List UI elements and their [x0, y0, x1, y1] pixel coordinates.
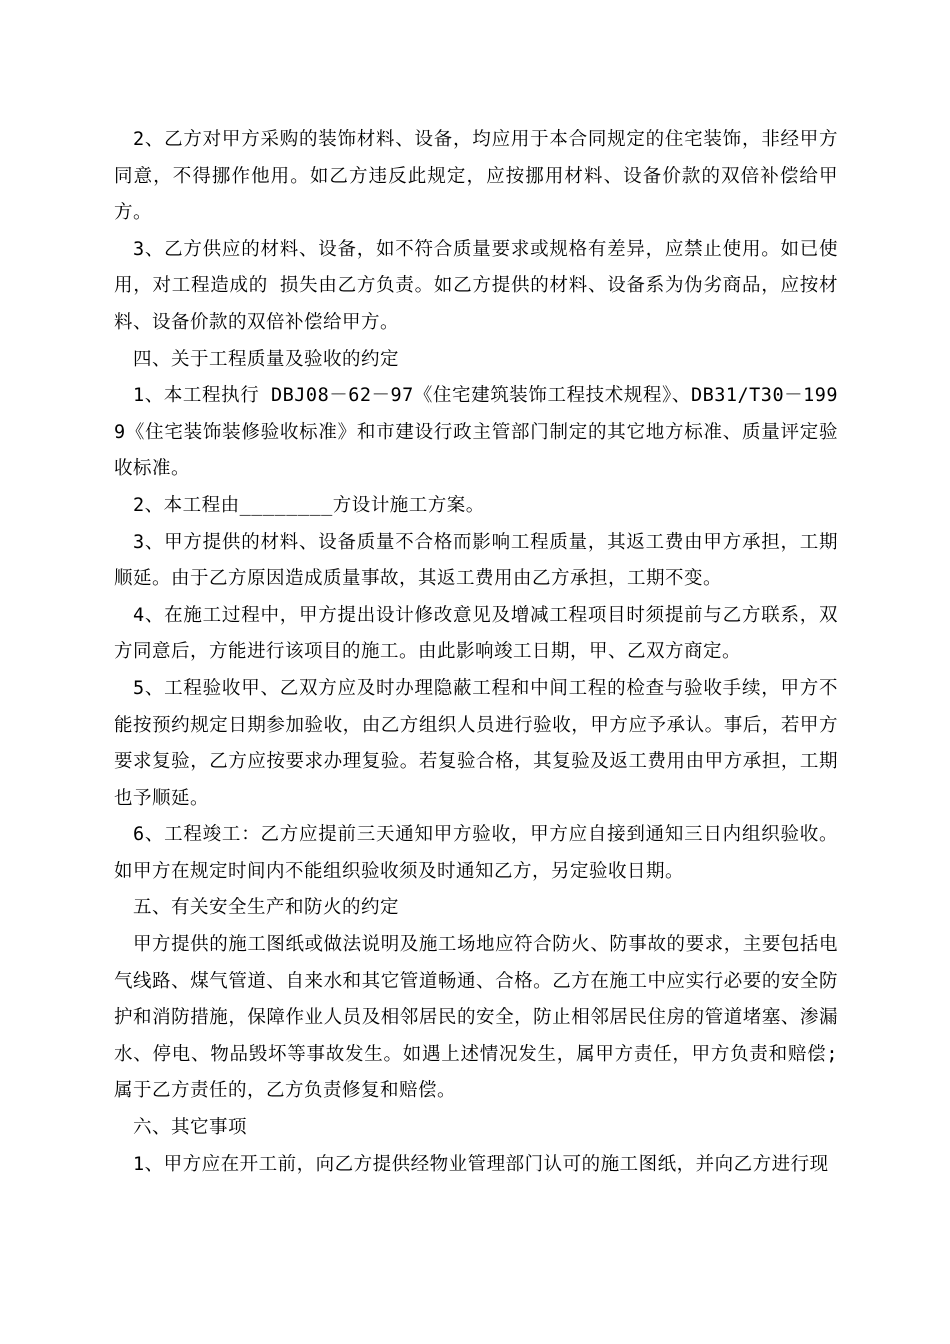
clause-materials-misuse: 2、乙方对甲方采购的装饰材料、设备，均应用于本合同规定的住宅装饰，非经甲方同意，不得挪作他用。如乙方违反此规定，应按挪用材料、设备价款的双倍补偿给甲方。 [114, 129, 838, 224]
clause-standards: 1、本工程执行 DBJ08－62－97《住宅建筑装饰工程技术规程》、DB31/T30－1999《住宅装饰装修验收标准》和市建设行政主管部门制定的其它地方标准、质量评定验收标准。 [114, 385, 838, 480]
document-body [114, 122, 838, 1183]
clause-rework-cost: 3、甲方提供的材料、设备质量不合格而影响工程质量，其返工费由甲方承担，工期顺延。由于乙方原因造成质量事故，其返工费用由乙方承担，工期不变。 [114, 531, 838, 590]
clause-safety-requirements: 甲方提供的施工图纸或做法说明及施工场地应符合防火、防事故的要求，主要包括电气线路、煤气管道、自来水和其它管道畅通、合格。乙方在施工中应实行必要的安全防护和消防措施，保障作业人员及相邻居民的安全，防止相邻居民住房的管道堵塞、渗漏水、停电、物品毁坏等事故发生。如遇上述情况发生，属甲方责任，甲方负责和赔偿;属于乙方责任的，乙方负责修复和赔偿。 [114, 934, 838, 1102]
clause-design-changes: 4、在施工过程中，甲方提出设计修改意见及增减工程项目时须提前与乙方联系，双方同意后，方能进行该项目的施工。由此影响竣工日期，甲、乙双方商定。 [114, 604, 838, 663]
clause-construction-drawings: 1、甲方应在开工前，向乙方提供经物业管理部门认可的施工图纸，并向乙方进行现 [133, 1153, 829, 1175]
clause-supplied-materials: 3、乙方供应的材料、设备，如不符合质量要求或规格有差异，应禁止使用。如已使用，对工程造成的 损失由乙方负责。如乙方提供的材料、设备系为伪劣商品，应按材料、设备价款的双倍补偿给甲方。 [114, 238, 838, 333]
clause-completion-acceptance: 6、工程竣工：乙方应提前三天通知甲方验收，甲方应自接到通知三日内组织验收。如甲方在规定时间内不能组织验收须及时通知乙方，另定验收日期。 [114, 824, 838, 882]
section-heading-safety-fire: 五、有关安全生产和防火的约定 [133, 897, 400, 919]
section-heading-other-matters: 六、其它事项 [133, 1117, 248, 1139]
section-heading-quality-acceptance: 四、关于工程质量及验收的约定 [133, 348, 400, 370]
clause-hidden-works-inspection: 5、工程验收甲、乙双方应及时办理隐蔽工程和中间工程的检查与验收手续，甲方不能按预约规定日期参加验收，由乙方组织人员进行验收，甲方应予承认。事后，若甲方要求复验，乙方应按要求办理复验。若复验合格，其复验及返工费用由甲方承担，工期也予顺延。 [114, 677, 838, 809]
clause-design-party: 2、本工程由________方设计施工方案。 [133, 494, 485, 516]
